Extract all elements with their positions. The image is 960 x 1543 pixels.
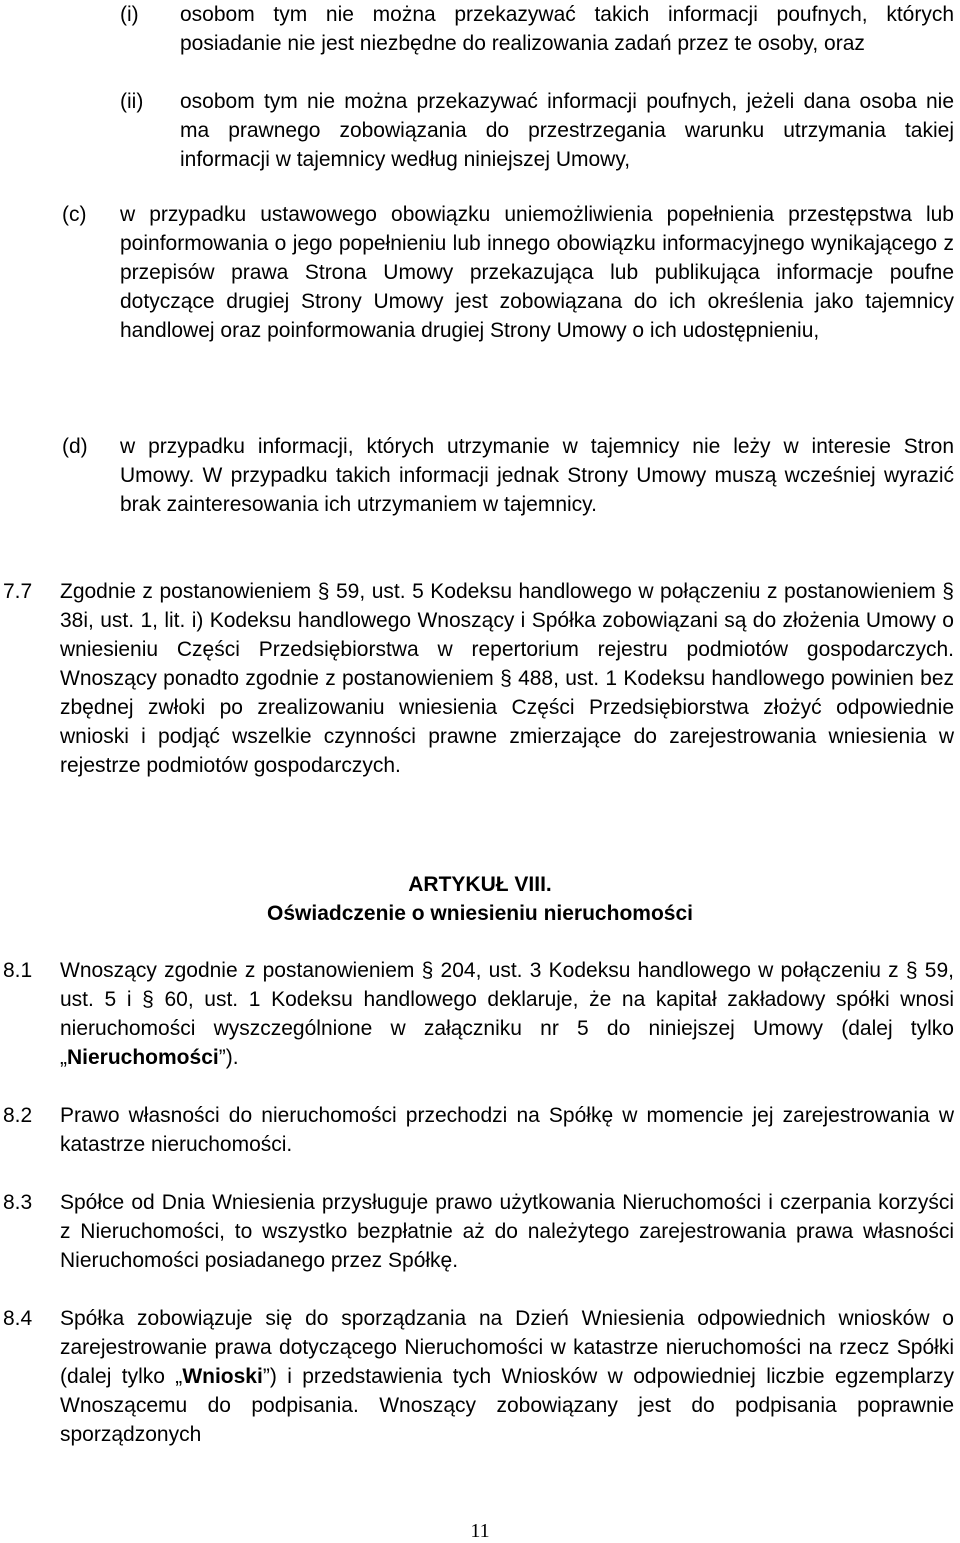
section-text-8-3: Spółce od Dnia Wniesienia przysługuje prawo użytkowania Nieruchomości i czerpania korzyści z Nieruchomości, to wszystko bezpłatnie aż do należytego zarejestrowania prawa własności Nieruchomości posiadanego przez Spółkę. <box>60 1191 954 1272</box>
subitem-label-ii: (ii) <box>120 90 144 113</box>
subitem-text-ii: osobom tym nie można przekazywać informacji poufnych, jeżeli dana osoba nie ma prawnego zobowiązania do przestrzegania warunku utrzymania takiej informacji w tajemnicy według niniejszej Umowy, <box>180 90 954 171</box>
section-8-1-text-after: ”). <box>218 1046 239 1069</box>
page-number: 11 <box>470 1520 490 1542</box>
section-8-4-text-after: ”) i przedstawienia tych Wniosków w odpowiedniej liczbie egzemplarzy Wnoszącemu do podpisania. Wnoszący zobowiązany jest do podpisania poprawnie sporządzonych <box>60 1365 955 1446</box>
item-label-c: (c) <box>62 203 87 226</box>
section-text-8-4 <box>60 1304 954 1449</box>
article-subtitle: Oświadczenie o wniesieniu nieruchomości <box>267 902 693 925</box>
subitem-label-i: (i) <box>120 3 139 26</box>
subitem-text-i: osobom tym nie można przekazywać takich informacji poufnych, których posiadanie nie jest niezbędne do realizowania zadań przez te osoby, oraz <box>180 3 954 55</box>
section-text-7-7: Zgodnie z postanowieniem § 59, ust. 5 Kodeksu handlowego w połączeniu z postanowieniem § 38i, ust. 1, lit. i) Kodeksu handlowego Wnoszący i Spółka zobowiązani są do złożenia Umowy o wniesieniu Części Przedsiębiorstwa w repertorium rejestru podmiotów gospodarczych. Wnoszący ponadto zgodnie z postanowieniem § 488, ust. 1 Kodeksu handlowego powinien bez zbędnej zwłoki po zrealizowaniu wniesienia Części Przedsiębiorstwa złożyć odpowiednie wnioski i podjąć wszelkie czynności prawne zmierzające do zarejestrowania wniesienia w rejestrze podmiotów gospodarczych. <box>60 580 954 777</box>
section-8-1-text-before: Wnoszący zgodnie z postanowieniem § 204, ust. 3 Kodeksu handlowego w połączeniu z § 59, ust. 5 i § 60, ust. 1 Kodeksu handlowego deklaruje, że na kapitał zakładowy spółki wnosi nieruchomości wyszczególnione w załączniku nr 5 do niniejszej Umowy (dalej tylko „ <box>60 959 954 1069</box>
section-number-8-4: 8.4 <box>3 1307 33 1330</box>
section-number-8-2: 8.2 <box>3 1104 33 1127</box>
section-number-8-3: 8.3 <box>3 1191 33 1214</box>
defined-term-wnioski: Wnioski <box>182 1365 263 1388</box>
section-text-8-2: Prawo własności do nieruchomości przechodzi na Spółkę w momencie jej zarejestrowania w katastrze nieruchomości. <box>60 1104 954 1156</box>
item-label-d: (d) <box>62 435 88 458</box>
defined-term-nieruchomosci: Nieruchomości <box>67 1046 219 1069</box>
section-text-8-1 <box>60 956 954 1072</box>
section-number-7-7: 7.7 <box>3 580 33 603</box>
section-8-4-text-before: Spółka zobowiązuje się do sporządzania na Dzień Wniesienia odpowiednich wniosków o zarejestrowanie prawa dotyczącego Nieruchomości w katastrze nieruchomości na rzecz Spółki (dalej tylko „ <box>60 1307 954 1388</box>
item-text-c: w przypadku ustawowego obowiązku uniemożliwienia popełnienia przestępstwa lub poinformowania o jego popełnieniu lub innego obowiązku informacyjnego wynikającego z przepisów prawa Strona Umowy przekazująca lub publikująca informacje poufne dotyczące drugiej Strony Umowy jest zobowiązana do ich określenia jako tajemnicy handlowej oraz poinformowania drugiej Strony Umowy o ich udostępnieniu, <box>120 203 954 342</box>
item-text-d: w przypadku informacji, których utrzymanie w tajemnicy nie leży w interesie Stron Umowy. W przypadku takich informacji jednak Strony Umowy muszą wcześniej wyrazić brak zainteresowania ich utrzymaniem w tajemnicy. <box>120 435 954 516</box>
section-number-8-1: 8.1 <box>3 959 33 982</box>
article-title: ARTYKUŁ VIII. <box>408 873 552 896</box>
